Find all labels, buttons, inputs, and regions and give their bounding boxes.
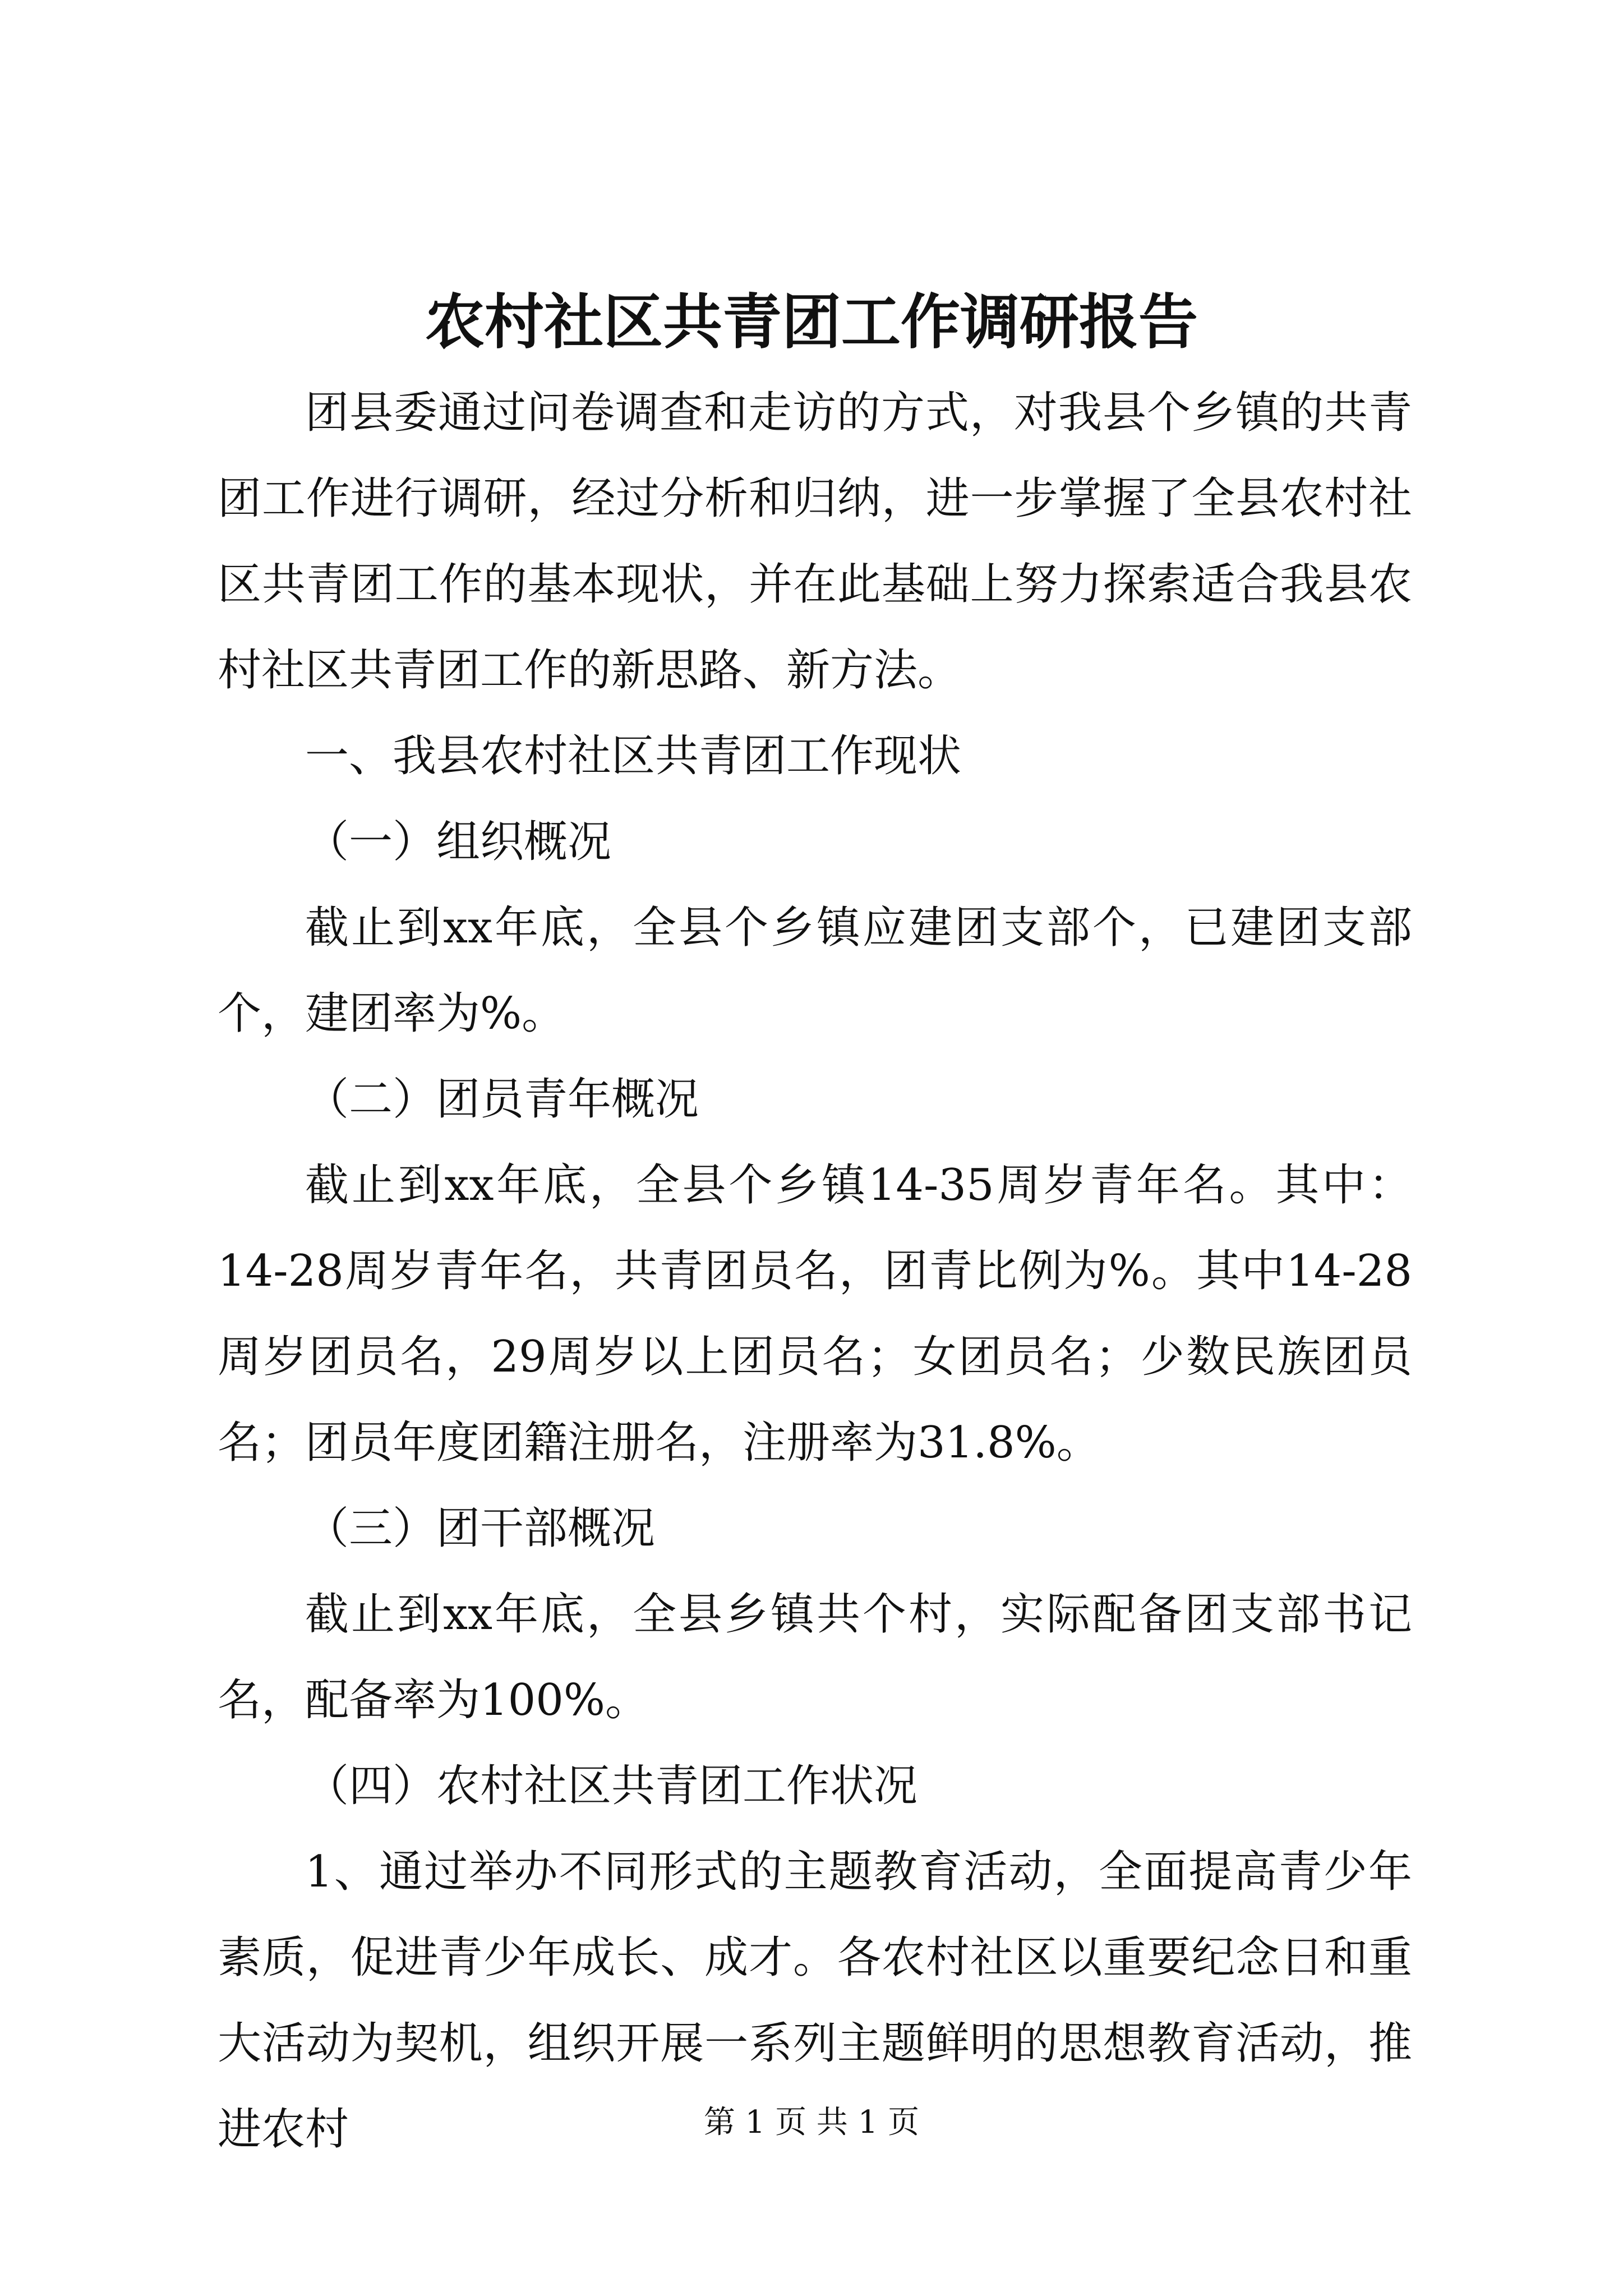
document-body — [218, 370, 1412, 2173]
organization-paragraph: 截止到xx年底，全县个乡镇应建团支部个，已建团支部个，建团率为%。 — [218, 903, 1412, 1039]
members-paragraph: 截止到xx年底，全县个乡镇14-35周岁青年名。其中：14-28周岁青年名，共青团员名，团青比例为%。其中14-28周岁团员名，29周岁以上团员名；女团员名；少数民族团员名；团员年度团籍注册名，注册率为31.8%。 — [218, 1160, 1412, 1468]
intro-paragraph: 团县委通过问卷调查和走访的方式，对我县个乡镇的共青团工作进行调研，经过分析和归纳，进一步掌握了全县农村社区共青团工作的基本现状，并在此基础上努力探索适合我县农村社区共青团工作的新思路、新方法。 — [218, 388, 1412, 696]
document-title: 农村社区共青团工作调研报告 — [425, 287, 1198, 357]
subsection-heading-work-status: （四）农村社区共青团工作状况 — [305, 1761, 918, 1811]
work-status-paragraph: 1、通过举办不同形式的主题教育活动，全面提高青少年素质，促进青少年成长、成才。各农村社区以重要纪念日和重大活动为契机，组织开展一系列主题鲜明的思想教育活动，推进农村 — [218, 1847, 1412, 2155]
subsection-heading-cadres: （三）团干部概况 — [305, 1503, 656, 1554]
page-footer: 第 1 页 共 1 页 — [703, 2104, 920, 2141]
section-heading-1: 一、我县农村社区共青团工作现状 — [305, 731, 962, 781]
subsection-heading-organization: （一）组织概况 — [305, 817, 612, 867]
subsection-heading-members: （二）团员青年概况 — [305, 1074, 699, 1125]
cadres-paragraph: 截止到xx年底，全县乡镇共个村，实际配备团支部书记名，配备率为100%。 — [218, 1589, 1412, 1726]
